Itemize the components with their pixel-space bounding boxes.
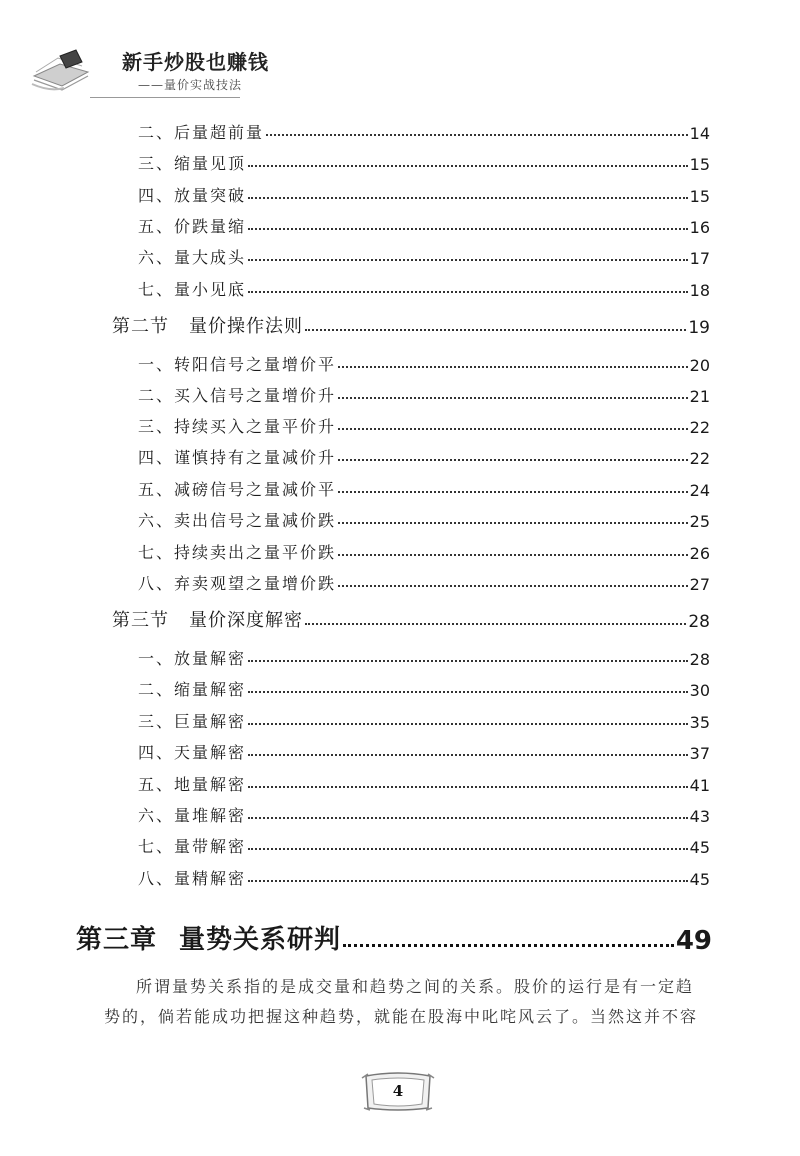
toc-entry-page: 30 bbox=[689, 681, 710, 700]
toc-entry[interactable] bbox=[138, 798, 710, 826]
toc-entry-page: 16 bbox=[689, 218, 710, 237]
toc-entry-page: 22 bbox=[689, 449, 710, 468]
toc-entry-label: 六、卖出信号之量减价跌 bbox=[138, 511, 337, 530]
toc-entry-page: 24 bbox=[689, 481, 710, 500]
toc-entry-page: 27 bbox=[689, 575, 710, 594]
dot-leader bbox=[305, 623, 686, 625]
section-number: 第二节 bbox=[112, 316, 169, 337]
toc-entry[interactable] bbox=[138, 378, 710, 406]
dot-leader bbox=[248, 848, 688, 850]
paragraph-line: 所谓量势关系指的是成交量和趋势之间的关系。股价的运行是有一定趋 bbox=[136, 977, 695, 996]
toc-entry-label: 五、价跌量缩 bbox=[138, 217, 247, 236]
page-number: 4 bbox=[392, 1082, 404, 1100]
toc-entry-label: 七、量小见底 bbox=[138, 280, 247, 299]
toc-entry-page: 45 bbox=[689, 838, 710, 857]
toc-entry-page: 37 bbox=[689, 744, 710, 763]
dot-leader bbox=[248, 165, 688, 167]
toc-entry[interactable] bbox=[138, 209, 710, 237]
toc-entry[interactable] bbox=[138, 409, 710, 437]
toc-entry-label: 五、地量解密 bbox=[138, 775, 247, 794]
toc-entry-page: 15 bbox=[689, 187, 710, 206]
dot-leader bbox=[338, 428, 688, 430]
dot-leader bbox=[338, 554, 688, 556]
toc-entry[interactable] bbox=[138, 503, 710, 531]
toc-entry[interactable] bbox=[138, 472, 710, 500]
dot-leader bbox=[338, 459, 688, 461]
toc-entry[interactable] bbox=[138, 735, 710, 763]
toc-section-page: 19 bbox=[688, 318, 710, 338]
dot-leader bbox=[248, 228, 688, 230]
toc-chapter-heading[interactable] bbox=[76, 916, 712, 956]
dot-leader bbox=[248, 197, 688, 199]
toc-entry-label: 四、放量突破 bbox=[138, 186, 247, 205]
toc-entry-page: 28 bbox=[689, 650, 710, 669]
toc-entry[interactable] bbox=[138, 861, 710, 889]
toc-entry[interactable] bbox=[138, 566, 710, 594]
page-number-badge bbox=[360, 1068, 436, 1114]
dot-leader bbox=[343, 944, 674, 947]
toc-entry[interactable] bbox=[138, 829, 710, 857]
toc-entry-label: 五、减磅信号之量减价平 bbox=[138, 480, 337, 499]
toc-entry[interactable] bbox=[138, 115, 710, 143]
toc-entry-page: 45 bbox=[689, 870, 710, 889]
book-title: 新手炒股也赚钱 bbox=[122, 50, 269, 74]
toc-entry-page: 14 bbox=[689, 124, 710, 143]
toc-entry-page: 18 bbox=[689, 281, 710, 300]
header-divider bbox=[90, 97, 240, 98]
toc-entry[interactable] bbox=[138, 178, 710, 206]
toc-entry-page: 43 bbox=[689, 807, 710, 826]
dot-leader bbox=[338, 522, 688, 524]
toc-entry[interactable] bbox=[138, 641, 710, 669]
toc-entry-label: 三、缩量见顶 bbox=[138, 154, 247, 173]
toc-entry-label: 二、缩量解密 bbox=[138, 680, 247, 699]
toc-entry[interactable] bbox=[138, 672, 710, 700]
toc-entry[interactable] bbox=[138, 146, 710, 174]
toc-entry-label: 一、转阳信号之量增价平 bbox=[138, 355, 337, 374]
toc-entry-label: 三、巨量解密 bbox=[138, 712, 247, 731]
dot-leader bbox=[248, 786, 688, 788]
toc-entry-label: 三、持续买入之量平价升 bbox=[138, 417, 337, 436]
book-subtitle: ——量价实战技法 bbox=[138, 78, 243, 92]
dot-leader bbox=[338, 397, 688, 399]
toc-entry-label: 七、持续卖出之量平价跌 bbox=[138, 543, 337, 562]
dot-leader bbox=[248, 723, 688, 725]
toc-entry[interactable] bbox=[138, 347, 710, 375]
section-title: 量价操作法则 bbox=[189, 316, 303, 337]
running-header bbox=[30, 40, 290, 110]
toc-section-heading[interactable] bbox=[112, 310, 710, 338]
toc-entry-label: 一、放量解密 bbox=[138, 649, 247, 668]
toc-entry-page: 17 bbox=[689, 249, 710, 268]
toc-entry-label: 八、量精解密 bbox=[138, 869, 247, 888]
dot-leader bbox=[248, 691, 688, 693]
dot-leader bbox=[338, 491, 688, 493]
dot-leader bbox=[338, 366, 688, 368]
toc-entry[interactable] bbox=[138, 440, 710, 468]
dot-leader bbox=[248, 817, 688, 819]
toc-entry-label: 二、后量超前量 bbox=[138, 123, 265, 142]
toc-entry[interactable] bbox=[138, 535, 710, 563]
toc-entry-label: 四、谨慎持有之量减价升 bbox=[138, 448, 337, 467]
toc-entry-label: 四、天量解密 bbox=[138, 743, 247, 762]
toc-chapter-page: 49 bbox=[675, 926, 712, 956]
toc-entry[interactable] bbox=[138, 767, 710, 795]
paragraph-line: 势的，倘若能成功把握这种趋势，就能在股海中叱咤风云了。当然这并不容 bbox=[104, 1007, 699, 1026]
toc-entry-page: 25 bbox=[689, 512, 710, 531]
toc-entry-page: 26 bbox=[689, 544, 710, 563]
toc-entry-page: 41 bbox=[689, 776, 710, 795]
dot-leader bbox=[305, 329, 686, 331]
toc-entry-label: 六、量大成头 bbox=[138, 248, 247, 267]
dot-leader bbox=[266, 134, 688, 136]
dot-leader bbox=[248, 259, 688, 261]
toc-entry[interactable] bbox=[138, 272, 710, 300]
toc-entry-label: 二、买入信号之量增价升 bbox=[138, 386, 337, 405]
toc-entry-page: 21 bbox=[689, 387, 710, 406]
dot-leader bbox=[248, 660, 688, 662]
toc-entry[interactable] bbox=[138, 704, 710, 732]
dot-leader bbox=[248, 291, 688, 293]
toc-section-label bbox=[112, 606, 303, 632]
toc-entry-page: 15 bbox=[689, 155, 710, 174]
toc-entry-label: 六、量堆解密 bbox=[138, 806, 247, 825]
chapter-title: 量势关系研判 bbox=[179, 925, 342, 955]
toc-entry-page: 20 bbox=[689, 356, 710, 375]
dot-leader bbox=[248, 754, 688, 756]
chapter-number: 第三章 bbox=[76, 925, 158, 955]
toc-entry[interactable] bbox=[138, 240, 710, 268]
book-stack-logo-icon bbox=[30, 46, 92, 94]
section-number: 第三节 bbox=[112, 610, 169, 631]
toc-entry-label: 八、弃卖观望之量增价跌 bbox=[138, 574, 337, 593]
toc-chapter-label bbox=[76, 919, 341, 956]
toc-section-label bbox=[112, 312, 303, 338]
chapter-intro-paragraph bbox=[104, 972, 716, 1032]
toc-entry-page: 35 bbox=[689, 713, 710, 732]
dot-leader bbox=[248, 880, 688, 882]
dot-leader bbox=[338, 585, 688, 587]
toc-section-heading[interactable] bbox=[112, 604, 710, 632]
toc-entry-label: 七、量带解密 bbox=[138, 837, 247, 856]
toc-entry-page: 22 bbox=[689, 418, 710, 437]
section-title: 量价深度解密 bbox=[189, 610, 303, 631]
toc-section-page: 28 bbox=[688, 612, 710, 632]
